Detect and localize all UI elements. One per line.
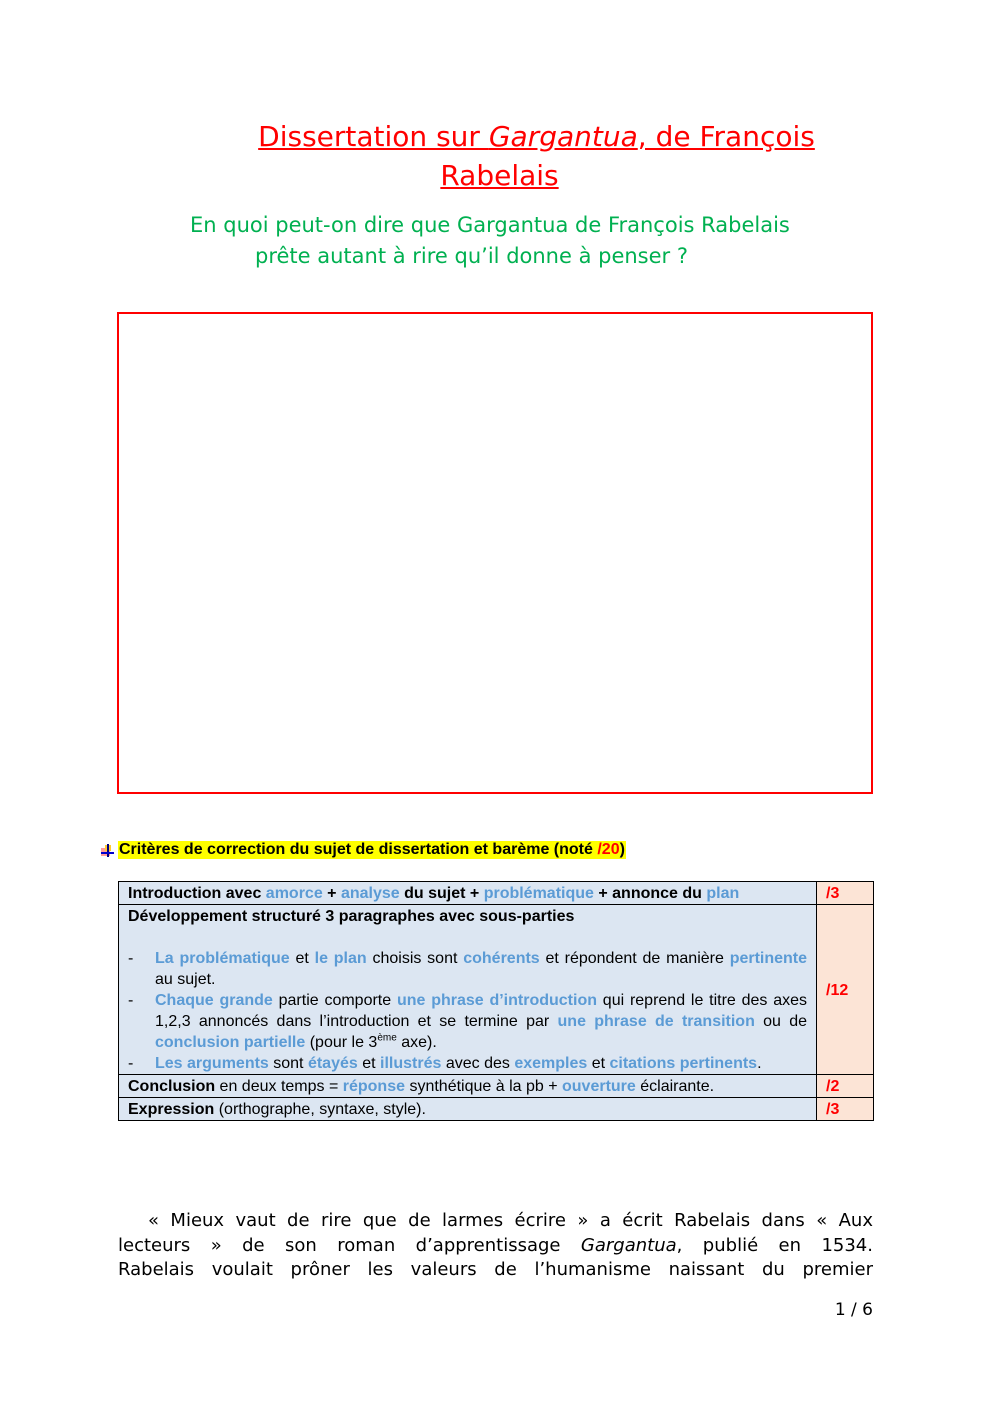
body-line-2: lecteurs » de son roman d’apprentissage Gargantua, publié en 1534. bbox=[118, 1234, 873, 1256]
list-item: - Chaque grande partie comporte une phrase d’introduction qui reprend le titre des axes 1,2,3 annoncés dans l’introduction et se termine par une phrase de transition ou de conclusion partielle (pour le 3ème axe). bbox=[128, 990, 807, 1053]
criteria-heading bbox=[99, 839, 626, 861]
question-line1: En quoi peut-on dire que Gargantua de François Rabelais bbox=[190, 213, 790, 237]
page-number: 1 / 6 bbox=[834, 1300, 873, 1320]
title-text: Dissertation sur bbox=[258, 120, 489, 153]
answer-box bbox=[117, 312, 873, 794]
grading-table bbox=[118, 881, 874, 1121]
document-title bbox=[40, 118, 993, 156]
list-item: - La problématique et le plan choisis sont cohérents et répondent de manière pertinente au sujet. bbox=[128, 948, 807, 990]
body-line-3: Rabelais voulait prôner les valeurs de l’humanisme naissant du premier bbox=[118, 1259, 873, 1280]
criterion-expression: Expression (orthographe, syntaxe, style). bbox=[119, 1098, 817, 1121]
criteria-heading-text: Critères de correction du sujet de dissertation et barème (noté /20) bbox=[119, 841, 625, 858]
body-line-1: « Mieux vaut de rire que de larmes écrire » a écrit Rabelais dans « Aux bbox=[148, 1210, 873, 1231]
table-row-introduction bbox=[119, 882, 874, 905]
list-item: - Les arguments sont étayés et illustrés avec des exemples et citations pertinents. bbox=[128, 1053, 807, 1074]
criterion-introduction: Introduction avec amorce + analyse du sujet + problématique + annonce du plan bbox=[119, 882, 817, 905]
points-conclusion: /2 bbox=[817, 1075, 874, 1098]
criterion-conclusion: Conclusion en deux temps = réponse synthétique à la pb + ouverture éclairante. bbox=[119, 1075, 817, 1098]
table-row-development bbox=[119, 905, 874, 1075]
bullet-cross-icon bbox=[99, 841, 117, 859]
document-title-line2: Rabelais bbox=[440, 159, 559, 192]
criterion-development bbox=[119, 905, 817, 1075]
development-title: Développement structuré 3 paragraphes avec sous-parties bbox=[128, 908, 575, 925]
points-development: /12 bbox=[817, 905, 874, 1075]
question-line2: prête autant à rire qu’il donne à penser ? bbox=[255, 244, 689, 268]
points-introduction: /3 bbox=[817, 882, 874, 905]
table-row-expression bbox=[119, 1098, 874, 1121]
table-row-conclusion bbox=[119, 1075, 874, 1098]
points-expression: /3 bbox=[817, 1098, 874, 1121]
title-text-suffix: , de François bbox=[637, 120, 815, 153]
title-book-name: Gargantua bbox=[488, 120, 638, 153]
total-score: /20 bbox=[597, 841, 620, 858]
body-paragraph bbox=[118, 1209, 873, 1283]
